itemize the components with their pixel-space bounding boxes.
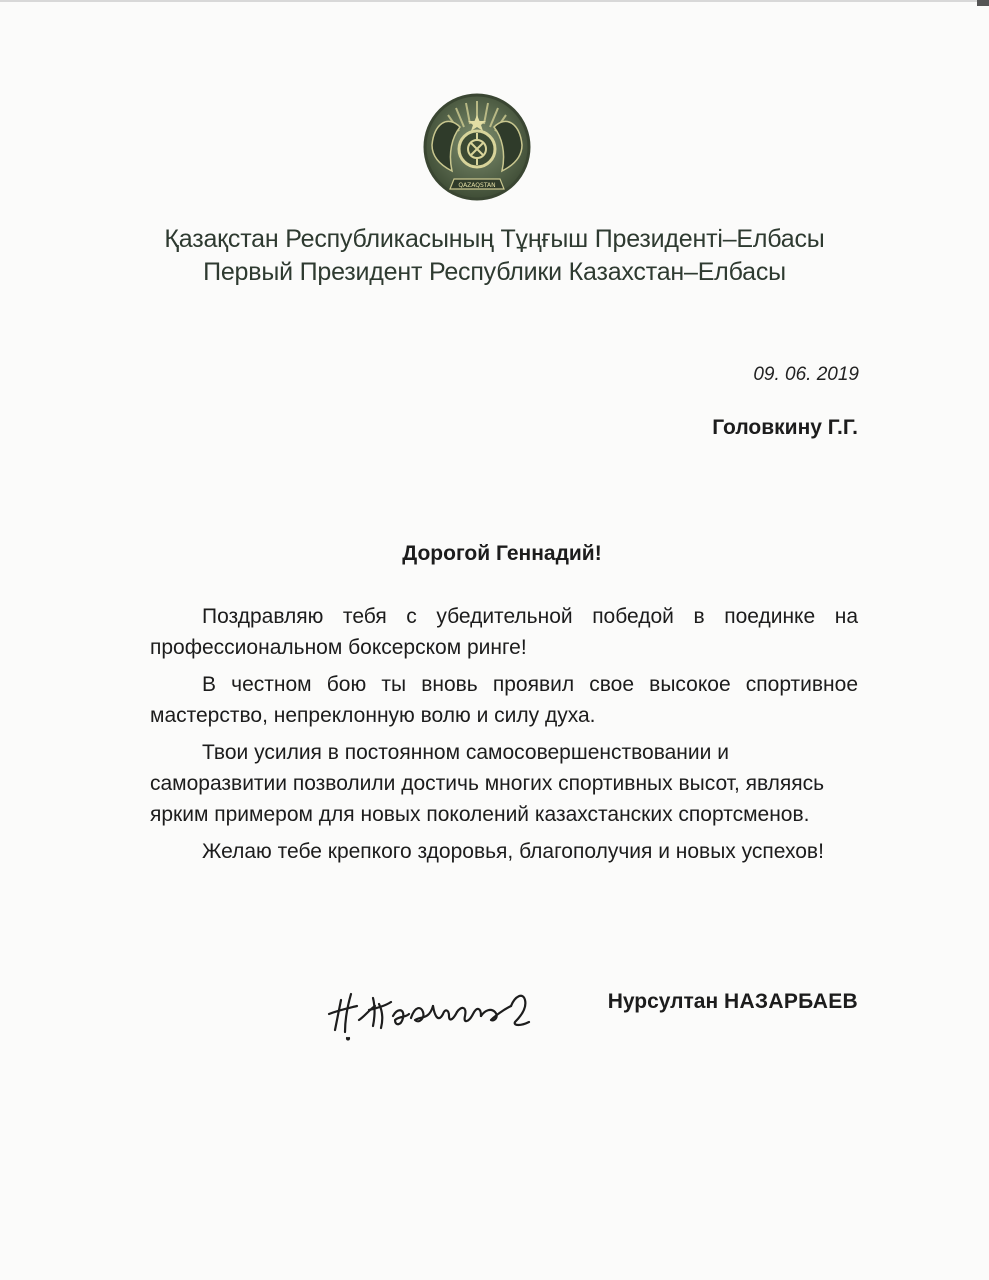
paragraph: В честном бою ты вновь проявил свое высокое спортивное мастерство, непреклонную волю и силу духа. [150, 673, 858, 727]
signer-first-name: Нурсултан [607, 990, 719, 1013]
recipient-name: Головкину Г.Г. [712, 416, 858, 439]
letterhead-line-russian: Первый Президент Республики Казахстан–Елбасы [203, 258, 786, 286]
paragraph: Желаю тебе крепкого здоровья, благополучия и новых успехов! [202, 840, 824, 863]
signer-name [608, 990, 858, 1014]
letter-date: 09. 06. 2019 [753, 364, 859, 385]
paragraph: Твои усилия в постоянном самосовершенствовании и саморазвитии позволили достичь многих спортивных высот, являясь ярким примером для новых поколений казахстанских спортсменов. [150, 741, 825, 826]
emblem-text: QAZAQSTAN [458, 182, 496, 189]
signer-surname: НАЗАРБАЕВ [724, 990, 858, 1013]
letterhead-line-kazakh: Қазақстан Республикасының Тұңғыш Президенті–Елбасы [164, 225, 825, 253]
salutation: Дорогой Геннадий! [402, 542, 602, 565]
paragraph: Поздравляю тебя с убедительной победой в поединке на профессиональном боксерском ринге! [150, 605, 858, 659]
scan-corner-mark [977, 0, 989, 6]
page-top-edge [0, 0, 989, 2]
kazakhstan-coat-of-arms-icon [418, 93, 536, 205]
letter-body [150, 601, 858, 873]
handwritten-signature-icon [325, 976, 547, 1046]
